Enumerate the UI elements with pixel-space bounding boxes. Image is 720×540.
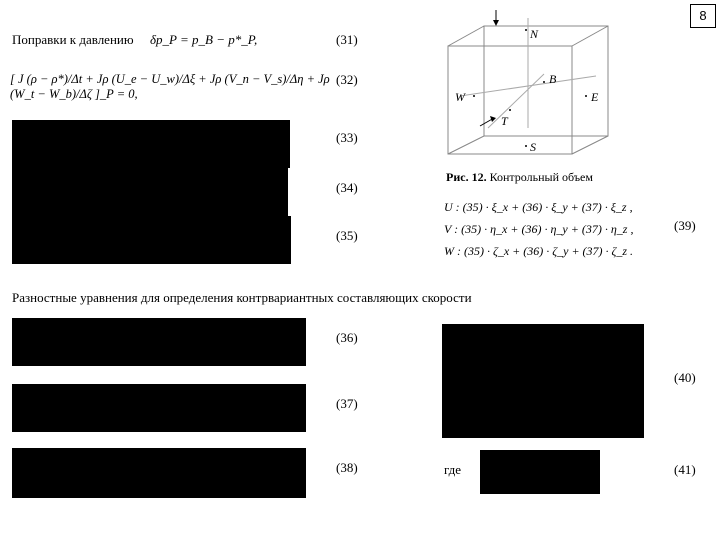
intro-text: Поправки к давлению	[12, 32, 134, 47]
eq34-label: (34)	[336, 180, 358, 195]
eq33-image	[12, 120, 290, 168]
fig-label-T: T	[501, 114, 508, 128]
fig-label-N: N	[530, 27, 539, 41]
fig-label-S: S	[530, 140, 536, 154]
eq38-label: (38)	[336, 460, 358, 475]
fig-label-E: E	[591, 90, 599, 104]
system39-line-3: W : (35) · ζ_x + (36) · ζ_y + (37) · ζ_z .	[444, 244, 634, 258]
eq32-label: (32)	[336, 72, 358, 87]
fig-label-B: B	[549, 72, 557, 86]
fig-label-W: W	[455, 90, 465, 104]
where-text: где	[444, 462, 462, 477]
page-number: 8	[690, 4, 716, 28]
eq32-formula: [ J (ρ − ρ*)/Δt + Jρ (U_e − U_w)/Δξ + Jρ (V_n − V_s)/Δη + Jρ (W_t − W_b)/Δζ ]_P = 0,	[10, 72, 330, 101]
eq41-image	[480, 450, 600, 494]
eq37-label: (37)	[336, 396, 358, 411]
eq40-image	[442, 324, 644, 438]
eq33-label: (33)	[336, 130, 358, 145]
eq34-image	[12, 168, 288, 216]
eq35-label: (35)	[336, 228, 358, 243]
eq37-image	[12, 384, 306, 432]
eq40-label: (40)	[674, 370, 696, 385]
eq38-image	[12, 448, 306, 498]
figure-caption	[446, 170, 593, 185]
system39-line-1: U : (35) · ξ_x + (36) · ξ_y + (37) · ξ_z ,	[444, 200, 633, 214]
eq36-image	[12, 318, 306, 366]
caption-text: Контрольный объем	[489, 170, 593, 184]
intro-formula: δp_P = p_B − p*_P,	[150, 32, 258, 47]
system39-line-2: V : (35) · η_x + (36) · η_y + (37) · η_z ,	[444, 222, 634, 236]
eq41-label: (41)	[674, 462, 696, 477]
eq35-image	[12, 216, 291, 264]
caption-prefix: Рис. 12.	[446, 170, 487, 184]
eq36-label: (36)	[336, 330, 358, 345]
eq39-label: (39)	[674, 218, 696, 233]
eq31-label: (31)	[336, 32, 358, 47]
section-heading: Разностные уравнения для определения контрвариантных составляющих скорости	[12, 290, 472, 305]
cube-front-face	[448, 46, 572, 154]
